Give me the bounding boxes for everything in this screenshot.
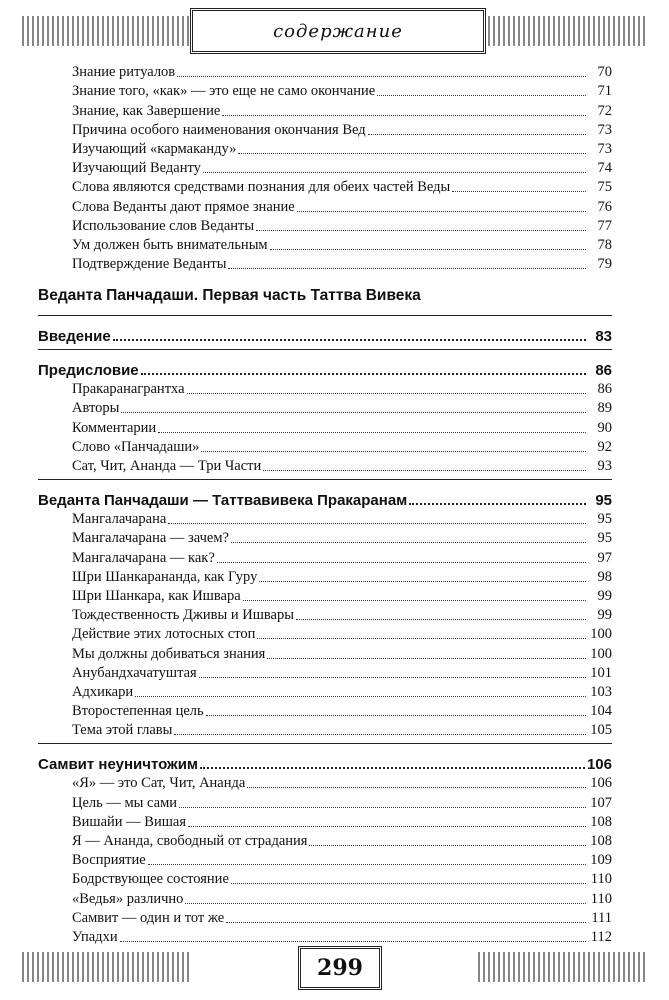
toc-section-heading [38, 323, 612, 345]
entry-title: Шри Шанкара, как Ишвара [72, 587, 241, 604]
entry-title: Знание, как Завершение [72, 102, 221, 119]
toc-entry [38, 417, 612, 436]
toc-entry [38, 139, 612, 158]
dot-leader [174, 734, 586, 735]
page-header [22, 6, 648, 54]
entry-page-number: 72 [597, 102, 612, 119]
entry-page-number: 110 [590, 890, 612, 907]
entry-title: Восприятие [72, 852, 146, 869]
entry-page-number: 95 [597, 530, 612, 547]
entry-title: Веданта Панчадаши — Таттвавивека Пракаранам [38, 492, 408, 509]
dot-leader [368, 134, 586, 135]
dot-leader [297, 211, 586, 212]
entry-page-number: 79 [597, 256, 612, 273]
toc-entry [38, 888, 612, 907]
entry-page-number: 108 [590, 813, 612, 830]
toc-entry [38, 177, 612, 196]
toc-entry [38, 792, 612, 811]
entry-page-number: 99 [597, 607, 612, 624]
entry-title: Подтверждение Веданты [72, 256, 227, 273]
toc-entry [38, 663, 612, 682]
entry-title: Изучающий «кармаканду» [72, 140, 237, 157]
entry-title: Анубандхачатуштая [72, 664, 197, 681]
entry-page-number: 100 [590, 626, 612, 643]
entry-title: Знание ритуалов [72, 64, 176, 81]
entry-title: Ум должен быть внимательным [72, 236, 268, 253]
page-number-frame [298, 946, 382, 990]
section-divider [38, 349, 612, 350]
entry-page-number: 101 [590, 664, 612, 681]
toc-entry [38, 701, 612, 720]
dot-leader [158, 432, 586, 433]
entry-title: Мангалачарана — зачем? [72, 530, 229, 547]
dot-leader [226, 922, 586, 923]
entry-page-number: 103 [590, 683, 612, 700]
toc-entry [38, 81, 612, 100]
dot-leader [135, 696, 586, 697]
entry-page-number: 73 [597, 140, 612, 157]
section-divider [38, 315, 612, 316]
entry-page-number: 86 [597, 381, 612, 398]
toc-entry [38, 398, 612, 417]
entry-page-number: 106 [586, 756, 612, 774]
dot-leader [452, 191, 586, 192]
entry-title: Бодрствующее состояние [72, 871, 229, 888]
entry-title: Слово «Панчадаши» [72, 438, 200, 455]
table-of-contents [38, 62, 612, 946]
toc-entry [38, 62, 612, 81]
toc-entry [38, 196, 612, 215]
entry-title: «Я» — это Сат, Чит, Ананда [72, 775, 246, 792]
header-frame [190, 8, 486, 54]
entry-title: Упадхи [72, 928, 118, 945]
toc-entry [38, 437, 612, 456]
dot-leader [296, 619, 586, 620]
entry-title: Я — Ананда, свободный от страдания [72, 833, 308, 849]
dot-leader [148, 864, 586, 865]
toc-entry [38, 586, 612, 605]
dot-leader [267, 658, 586, 659]
entry-page-number: 95 [597, 511, 612, 528]
entry-page-number: 110 [590, 871, 612, 888]
entry-page-number: 90 [597, 419, 612, 436]
entry-title: «Ведья» различно [72, 890, 184, 907]
dot-leader [200, 767, 585, 769]
entry-title: Мы должны добиваться знания [72, 645, 266, 662]
toc-entry [38, 120, 612, 139]
dot-leader [206, 715, 586, 716]
entry-title: Второстепенная цель [72, 703, 204, 720]
entry-page-number: 105 [590, 722, 612, 739]
entry-title: Самвит — один и тот же [72, 909, 225, 926]
entry-title: Причина особого наименования окончания Вед [72, 121, 366, 138]
toc-entry [38, 908, 612, 927]
toc-entry [38, 850, 612, 869]
toc-entry [38, 643, 612, 662]
dot-leader [179, 807, 586, 808]
entry-title: Шри Шанкарананда, как Гуру [72, 568, 258, 585]
entry-page-number: 89 [597, 400, 612, 417]
entry-page-number: 78 [597, 236, 612, 253]
entry-title: Сат, Чит, Ананда — Три Части [72, 458, 262, 474]
entry-page-number: 76 [597, 198, 612, 215]
entry-title: Знание того, «как» — это еще не само окончание [72, 83, 376, 100]
entry-page-number: 86 [595, 362, 612, 380]
entry-page-number: 97 [597, 549, 612, 566]
toc-entry [38, 773, 612, 792]
dot-leader [243, 600, 586, 601]
dot-leader [309, 845, 586, 846]
entry-title: Тема этой главы [72, 722, 173, 739]
entry-page-number: 98 [597, 568, 612, 585]
toc-entry [38, 831, 612, 850]
entry-page-number: 112 [590, 928, 612, 945]
toc-entry [38, 235, 612, 254]
entry-title: Авторы [72, 400, 120, 417]
dot-leader [141, 373, 586, 375]
dot-leader [259, 581, 586, 582]
dot-leader [177, 76, 586, 77]
toc-entry [38, 509, 612, 528]
entry-page-number: 99 [597, 587, 612, 604]
dot-leader [263, 470, 586, 471]
toc-entry [38, 812, 612, 831]
toc-entry [38, 379, 612, 398]
dot-leader [257, 638, 586, 639]
toc-entry [38, 254, 612, 273]
page-number: 299 [317, 955, 363, 981]
lotus-ornament-left [22, 16, 192, 46]
dot-leader [201, 451, 586, 452]
entry-title: Введение [38, 328, 111, 346]
toc-entry [38, 869, 612, 888]
entry-title: Использование слов Веданты [72, 217, 255, 234]
toc-entry [38, 456, 612, 475]
toc-entry [38, 216, 612, 235]
dot-leader [231, 883, 586, 884]
toc-section-heading [38, 357, 612, 379]
entry-title: Мангалачарана [72, 511, 167, 528]
toc-entry [38, 158, 612, 177]
dot-leader [188, 826, 586, 827]
entry-title: Адхикари [72, 683, 134, 700]
dot-leader [222, 115, 586, 116]
dot-leader [409, 503, 586, 505]
dot-leader [203, 172, 586, 173]
entry-page-number: 95 [595, 492, 612, 509]
entry-page-number: 74 [597, 160, 612, 177]
entry-page-number: 111 [591, 909, 612, 926]
dot-leader [238, 153, 586, 154]
entry-title: Вишайи — Вишая [72, 813, 187, 830]
entry-title: Цель — мы сами [72, 794, 178, 811]
section-divider [38, 479, 612, 480]
entry-page-number: 100 [590, 645, 612, 662]
toc-entry [38, 605, 612, 624]
entry-title: Слова Веданты дают прямое знание [72, 198, 295, 215]
entry-title: Изучающий Веданту [72, 160, 201, 177]
dot-leader [217, 562, 586, 563]
toc-entry [38, 567, 612, 586]
toc-section-heading [38, 487, 612, 509]
entry-page-number: 71 [597, 83, 612, 100]
entry-page-number: 104 [590, 703, 612, 720]
toc-entry [38, 528, 612, 547]
dot-leader [185, 903, 586, 904]
entry-page-number: 93 [597, 458, 612, 474]
entry-title: Мангалачарана — как? [72, 549, 215, 566]
entry-title: Слова являются средствами познания для обеих частей Веды [72, 179, 451, 196]
dot-leader [168, 523, 586, 524]
entry-page-number: 108 [590, 833, 612, 849]
toc-entry [38, 547, 612, 566]
entry-title: Предисловие [38, 362, 139, 380]
toc-entry [38, 720, 612, 739]
header-title: содержание [273, 20, 403, 42]
entry-page-number: 73 [597, 121, 612, 138]
section-divider [38, 743, 612, 744]
lotus-ornament-left [22, 952, 192, 982]
entry-title: Действие этих лотосных стоп [72, 626, 256, 643]
entry-page-number: 109 [590, 852, 612, 869]
entry-page-number: 77 [597, 217, 612, 234]
entry-page-number: 83 [595, 328, 612, 346]
toc-section-heading [38, 751, 612, 773]
entry-page-number: 107 [590, 794, 612, 811]
dot-leader [121, 412, 586, 413]
entry-page-number: 70 [597, 64, 612, 81]
dot-leader [247, 787, 586, 788]
entry-title: Пракаранагрантха [72, 381, 185, 398]
dot-leader [199, 677, 586, 678]
entry-page-number: 92 [597, 438, 612, 455]
dot-leader [113, 339, 586, 341]
dot-leader [270, 249, 586, 250]
lotus-ornament-right [478, 952, 648, 982]
entry-title: Комментарии [72, 419, 157, 436]
dot-leader [256, 230, 586, 231]
toc-entry [38, 682, 612, 701]
toc-entry [38, 624, 612, 643]
dot-leader [377, 95, 586, 96]
entry-page-number: 106 [590, 775, 612, 792]
lotus-ornament-right [478, 16, 648, 46]
dot-leader [228, 268, 586, 269]
page-footer [22, 944, 648, 992]
dot-leader [187, 393, 586, 394]
toc-entry [38, 100, 612, 119]
entry-page-number: 75 [597, 179, 612, 196]
dot-leader [120, 941, 586, 942]
entry-title: Тождественность Дживы и Ишвары [72, 607, 294, 624]
entry-title: Самвит неуничтожим [38, 756, 199, 774]
part-title: Веданта Панчадаши. Первая часть Таттва Вивека [38, 287, 421, 305]
dot-leader [231, 542, 586, 543]
